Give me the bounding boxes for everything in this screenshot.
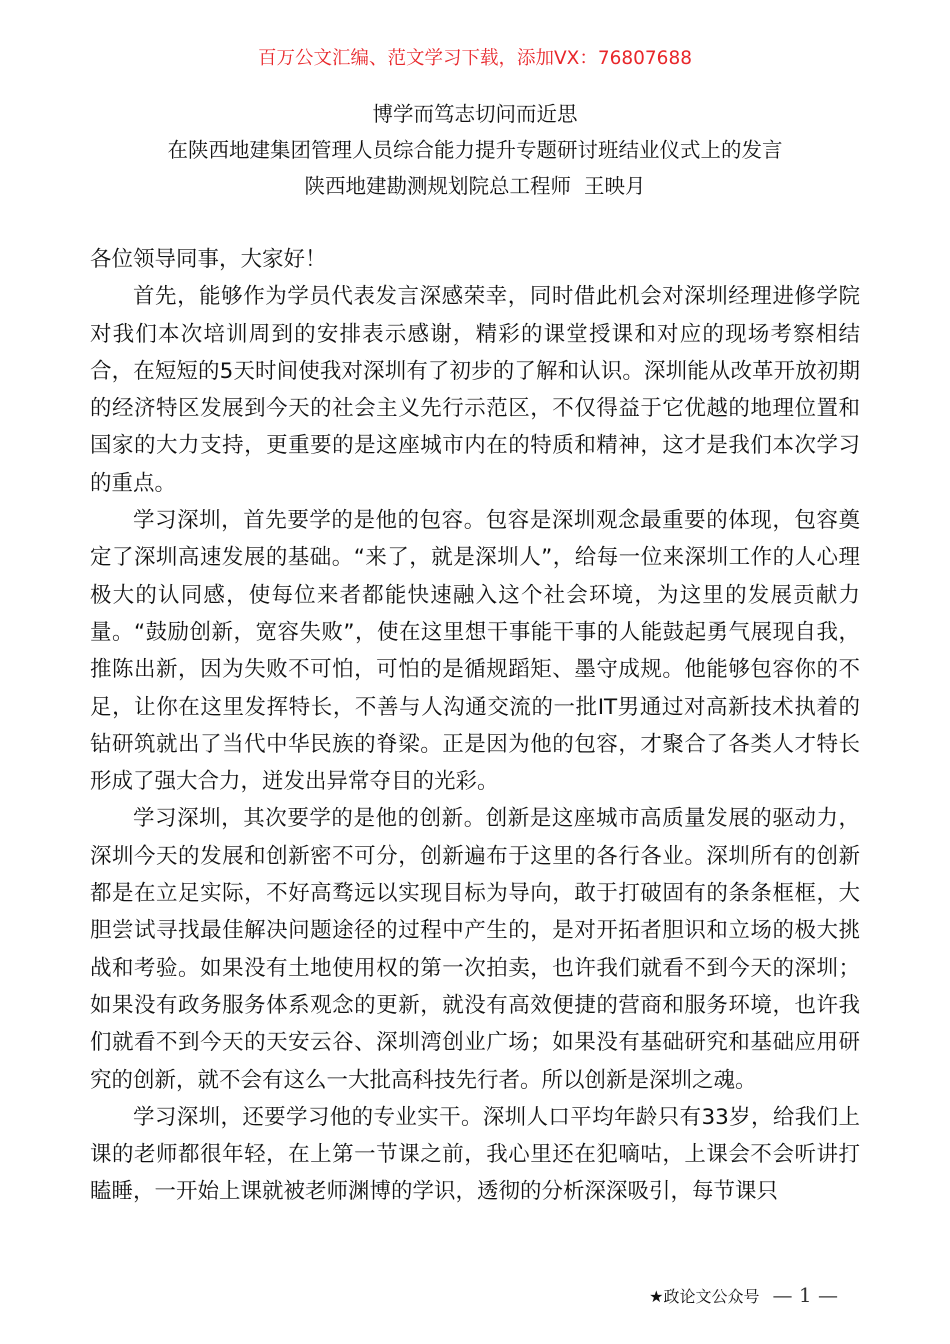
document-subtitle: 在陕西地建集团管理人员综合能力提升专题研讨班结业仪式上的发言	[167, 138, 783, 162]
document-body	[90, 241, 860, 1211]
paragraph: 学习深圳，还要学习他的专业实干。深圳人口平均年龄只有33岁，给我们上课的老师都很年轻，在上第一节课之前，我心里还在犯嘀咕，上课会不会听讲打瞌睡，一开始上课就被老师渊博的学识，透彻的分析深深吸引，每节课只	[90, 1104, 860, 1205]
watermark-banner: 百万公文汇编、范文学习下载，添加VX：76807688	[258, 48, 692, 69]
document-title: 博学而笃志切问而近思	[372, 102, 578, 126]
paragraph: 学习深圳，其次要学的是他的创新。创新是这座城市高质量发展的驱动力，深圳今天的发展和创新密不可分，创新遍布于这里的各行各业。深圳所有的创新都是在立足实际，不好高骛远以实现目标为导向，敢于打破固有的条条框框，大胆尝试寻找最佳解决问题途径的过程中产生的，是对开拓者胆识和立场的极大挑战和考验。如果没有土地使用权的第一次拍卖，也许我们就看不到今天的深圳；如果没有政务服务体系观念的更新，就没有高效便捷的营商和服务环境，也许我们就看不到今天的天安云谷、深圳湾创业广场；如果没有基础研究和基础应用研究的创新，就不会有这么一大批高科技先行者。所以创新是深圳之魂。	[90, 806, 860, 1093]
page-footer	[649, 1283, 838, 1307]
page-number: — 1 —	[772, 1283, 838, 1307]
paragraph: 学习深圳，首先要学的是他的包容。包容是深圳观念最重要的体现，包容奠定了深圳高速发展的基础。“来了，就是深圳人”，给每一位来深圳工作的人心理极大的认同感，使每位来者都能快速融入这个社会环境，为这里的发展贡献力量。“鼓励创新，宽容失败”，使在这里想干事能干事的人能鼓起勇气展现自我，推陈出新，因为失败不可怕，可怕的是循规蹈矩、墨守成规。他能够包容你的不足，让你在这里发挥特长，不善与人沟通交流的一批IT男通过对高新技术执着的钻研筑就出了当代中华民族的脊梁。正是因为他的包容，才聚合了各类人才特长形成了强大合力，迸发出异常夺目的光彩。	[90, 508, 860, 795]
greeting: 各位领导同事，大家好！	[90, 247, 327, 272]
footer-source: ★政论文公众号	[649, 1287, 760, 1306]
paragraph: 首先，能够作为学员代表发言深感荣幸，同时借此机会对深圳经理进修学院对我们本次培训周到的安排表示感谢，精彩的课堂授课和对应的现场考察相结合，在短短的5天时间使我对深圳有了初步的了解和认识。深圳能从改革开放初期的经济特区发展到今天的社会主义先行示范区，不仅得益于它优越的地理位置和国家的大力支持，更重要的是这座城市内在的特质和精神，这才是我们本次学习的重点。	[90, 284, 860, 496]
document-author: 陕西地建勘测规划院总工程师 王映月	[304, 174, 646, 198]
document-header	[0, 96, 950, 204]
